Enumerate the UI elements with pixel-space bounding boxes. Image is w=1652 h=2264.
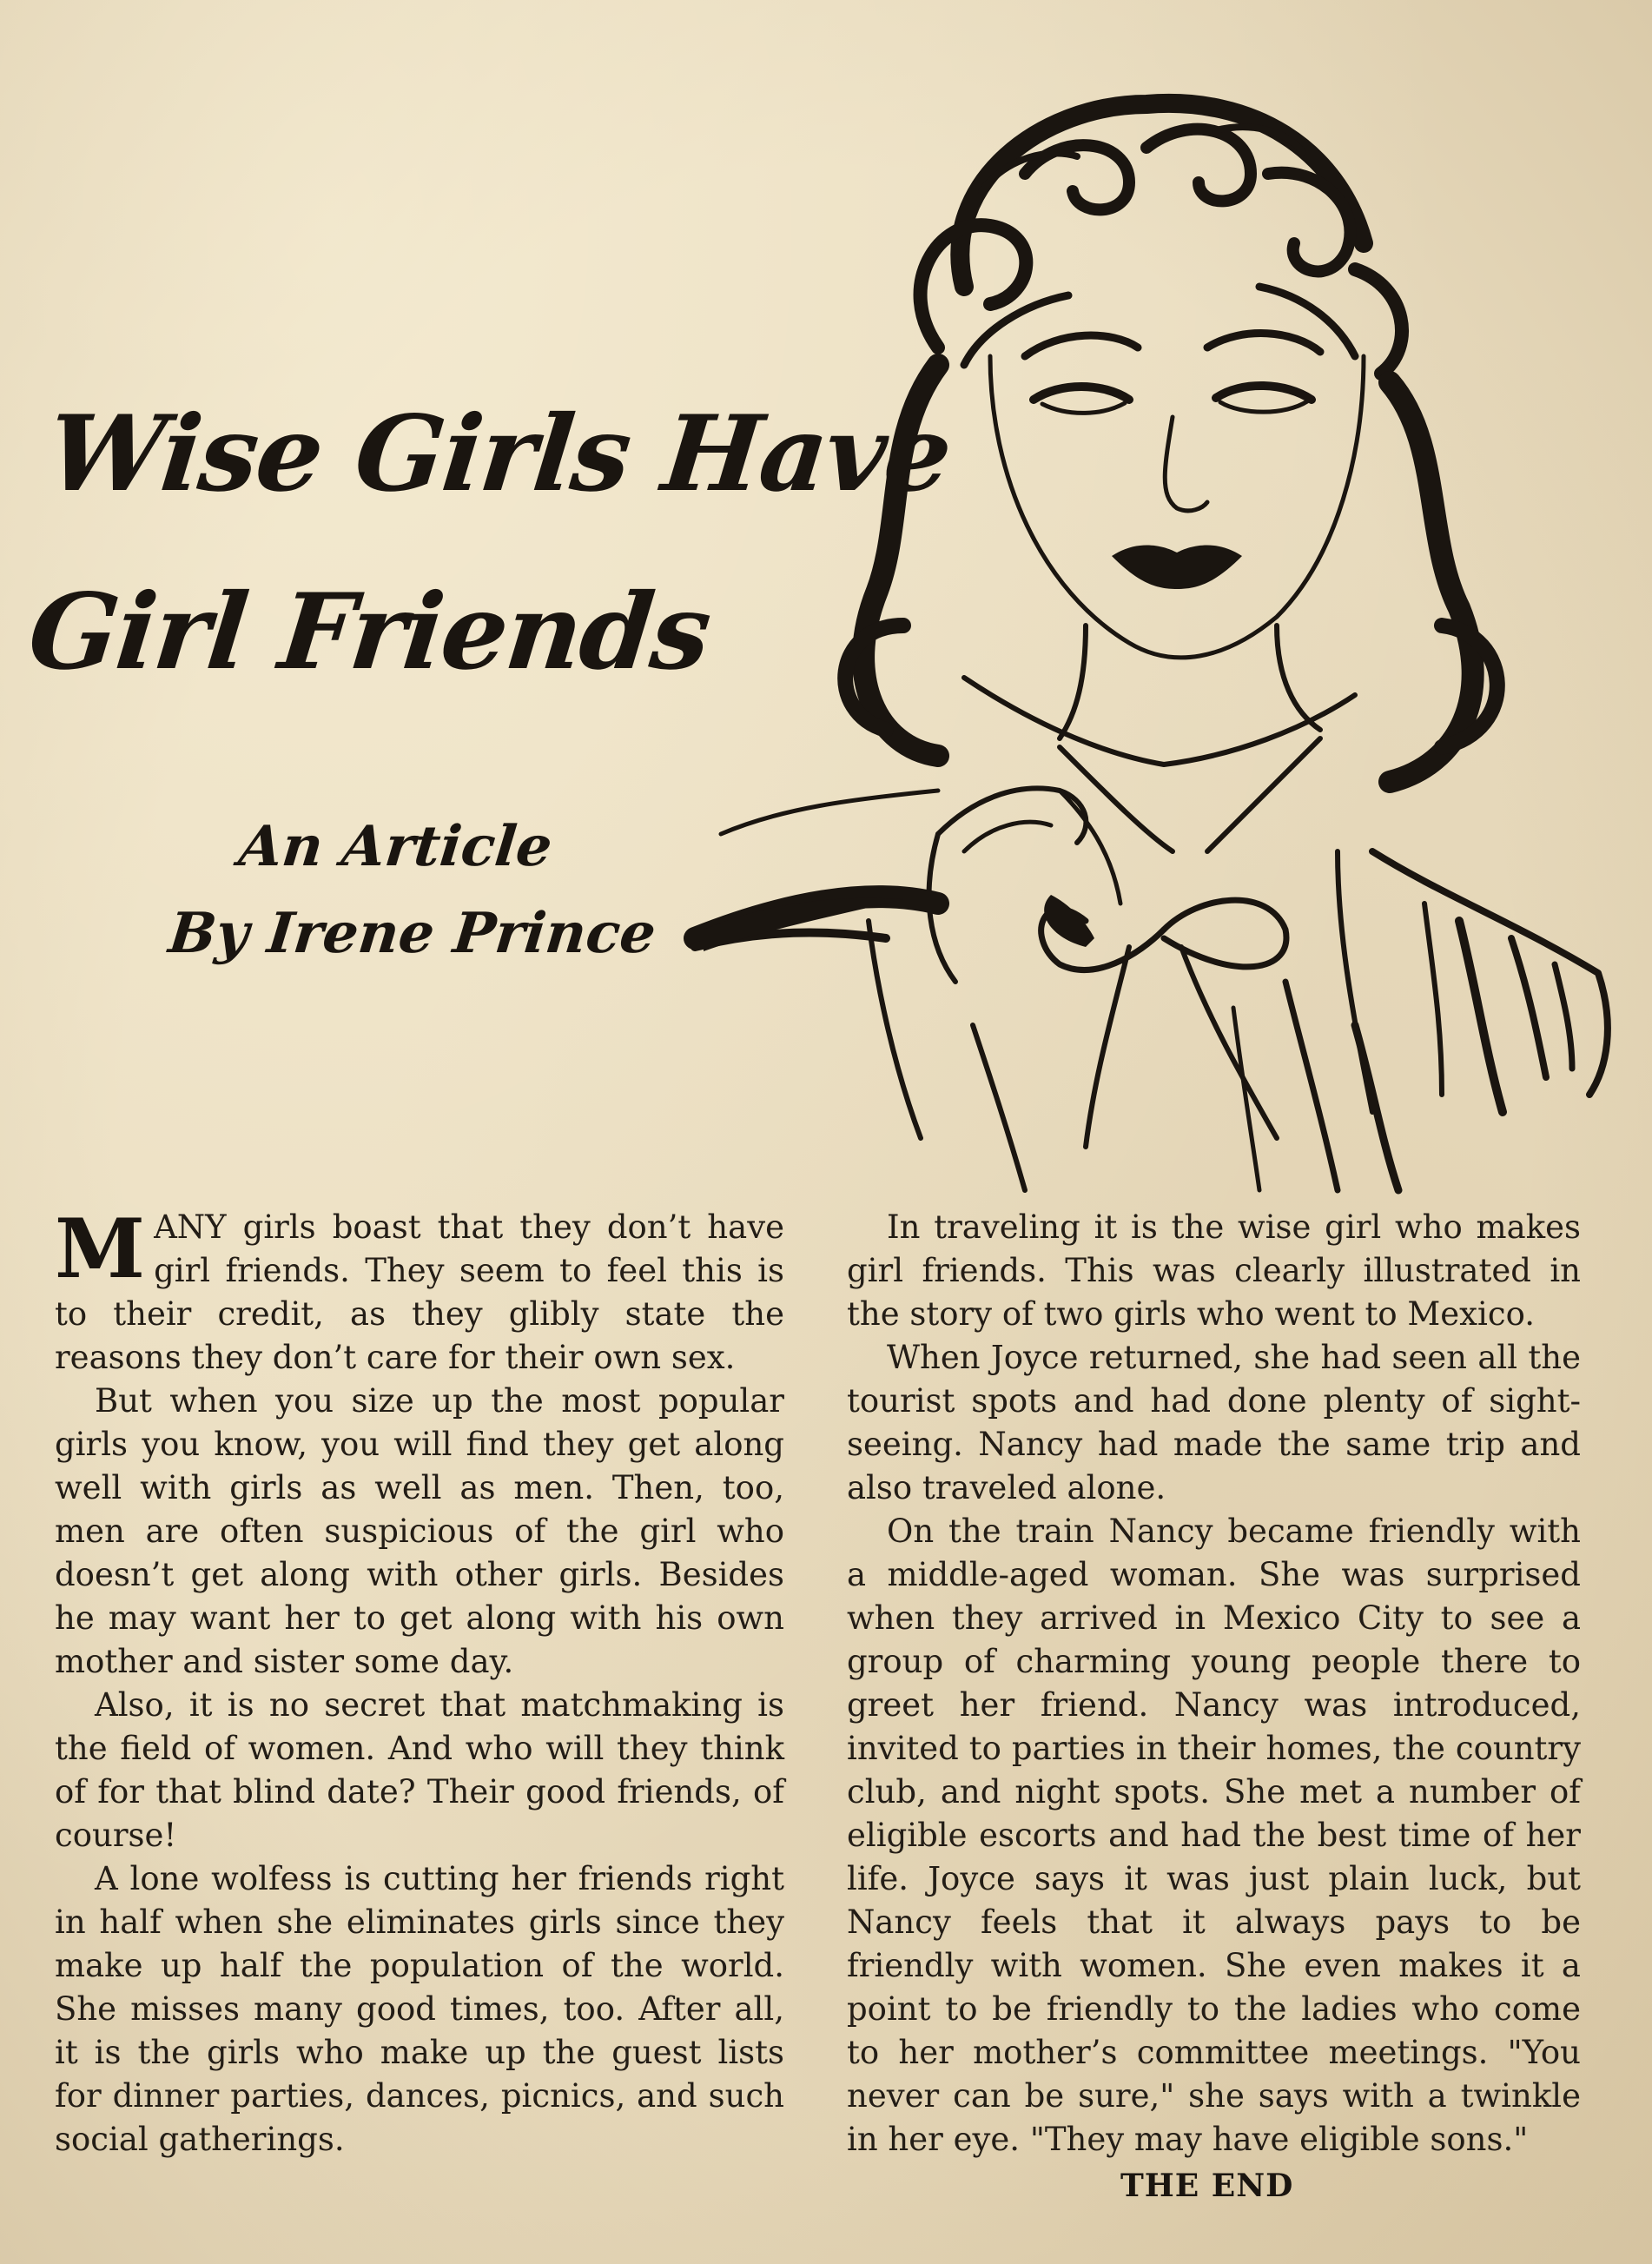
drop-cap: M [55, 1202, 146, 1297]
paragraph: But when you size up the most popular girls you know, you will find they get along well with girls as well as men. Then, too, men are often suspicious of the girl who doesn’t get along with other girls. Besides he may want her to get along with his own mother and sister some day. [55, 1382, 784, 1680]
woman-portrait-illustration [677, 70, 1633, 1208]
byline-line-2: By Irene Prince [165, 901, 659, 966]
paragraph: A lone wolfess is cutting her friends right in half when she eliminates girls since they make up half the population of the world. She misses many good times, too. After all, it is the girls who make up the guest lists for dinner parties, dances, picnics, and such social gatherings. [55, 1860, 784, 2158]
paragraph: On the train Nancy became friendly with a middle-aged woman. She was surprised when they arrived in Mexico City to see a group of charming young people there to greet her friend. Nancy was introduced, invited to parties in their homes, the country club, and night spots. She met a number of eligible escorts and had the best time of her life. Joyce says it was just plain luck, but Nancy feels that it always pays to be friendly with women. She even makes it a point to be friendly to the ladies who come to her mother’s committee meetings. "You never can be sure," she says with a twinkle in her eye. "They may have eligible sons." [847, 1513, 1581, 2158]
paragraph: When Joyce returned, she had seen all the tourist spots and had done plenty of sight-seeing. Nancy had made the same trip and also traveled alone. [847, 1339, 1581, 1506]
paragraph: In traveling it is the wise girl who makes girl friends. This was clearly illustrated in the story of two girls who went to Mexico. [847, 1208, 1581, 1333]
title-line-2: Girl Friends [23, 571, 716, 694]
article-column-right [847, 1206, 1581, 2161]
article-column-left [55, 1202, 784, 2161]
title-line-1: Wise Girls Have [42, 393, 956, 516]
article-byline [164, 804, 659, 977]
end-mark: THE END [1120, 2168, 1294, 2204]
paragraph: MANY girls boast that they don’t have girl friends. They seem to feel this is to their credit, as they glibly state the reasons they don’t care for their own sex. [55, 1202, 784, 1376]
paragraph: Also, it is no secret that matchmaking is the field of women. And who will they think of for that blind date? Their good friends, of course! [55, 1686, 784, 1854]
byline-line-1: An Article [235, 814, 556, 879]
